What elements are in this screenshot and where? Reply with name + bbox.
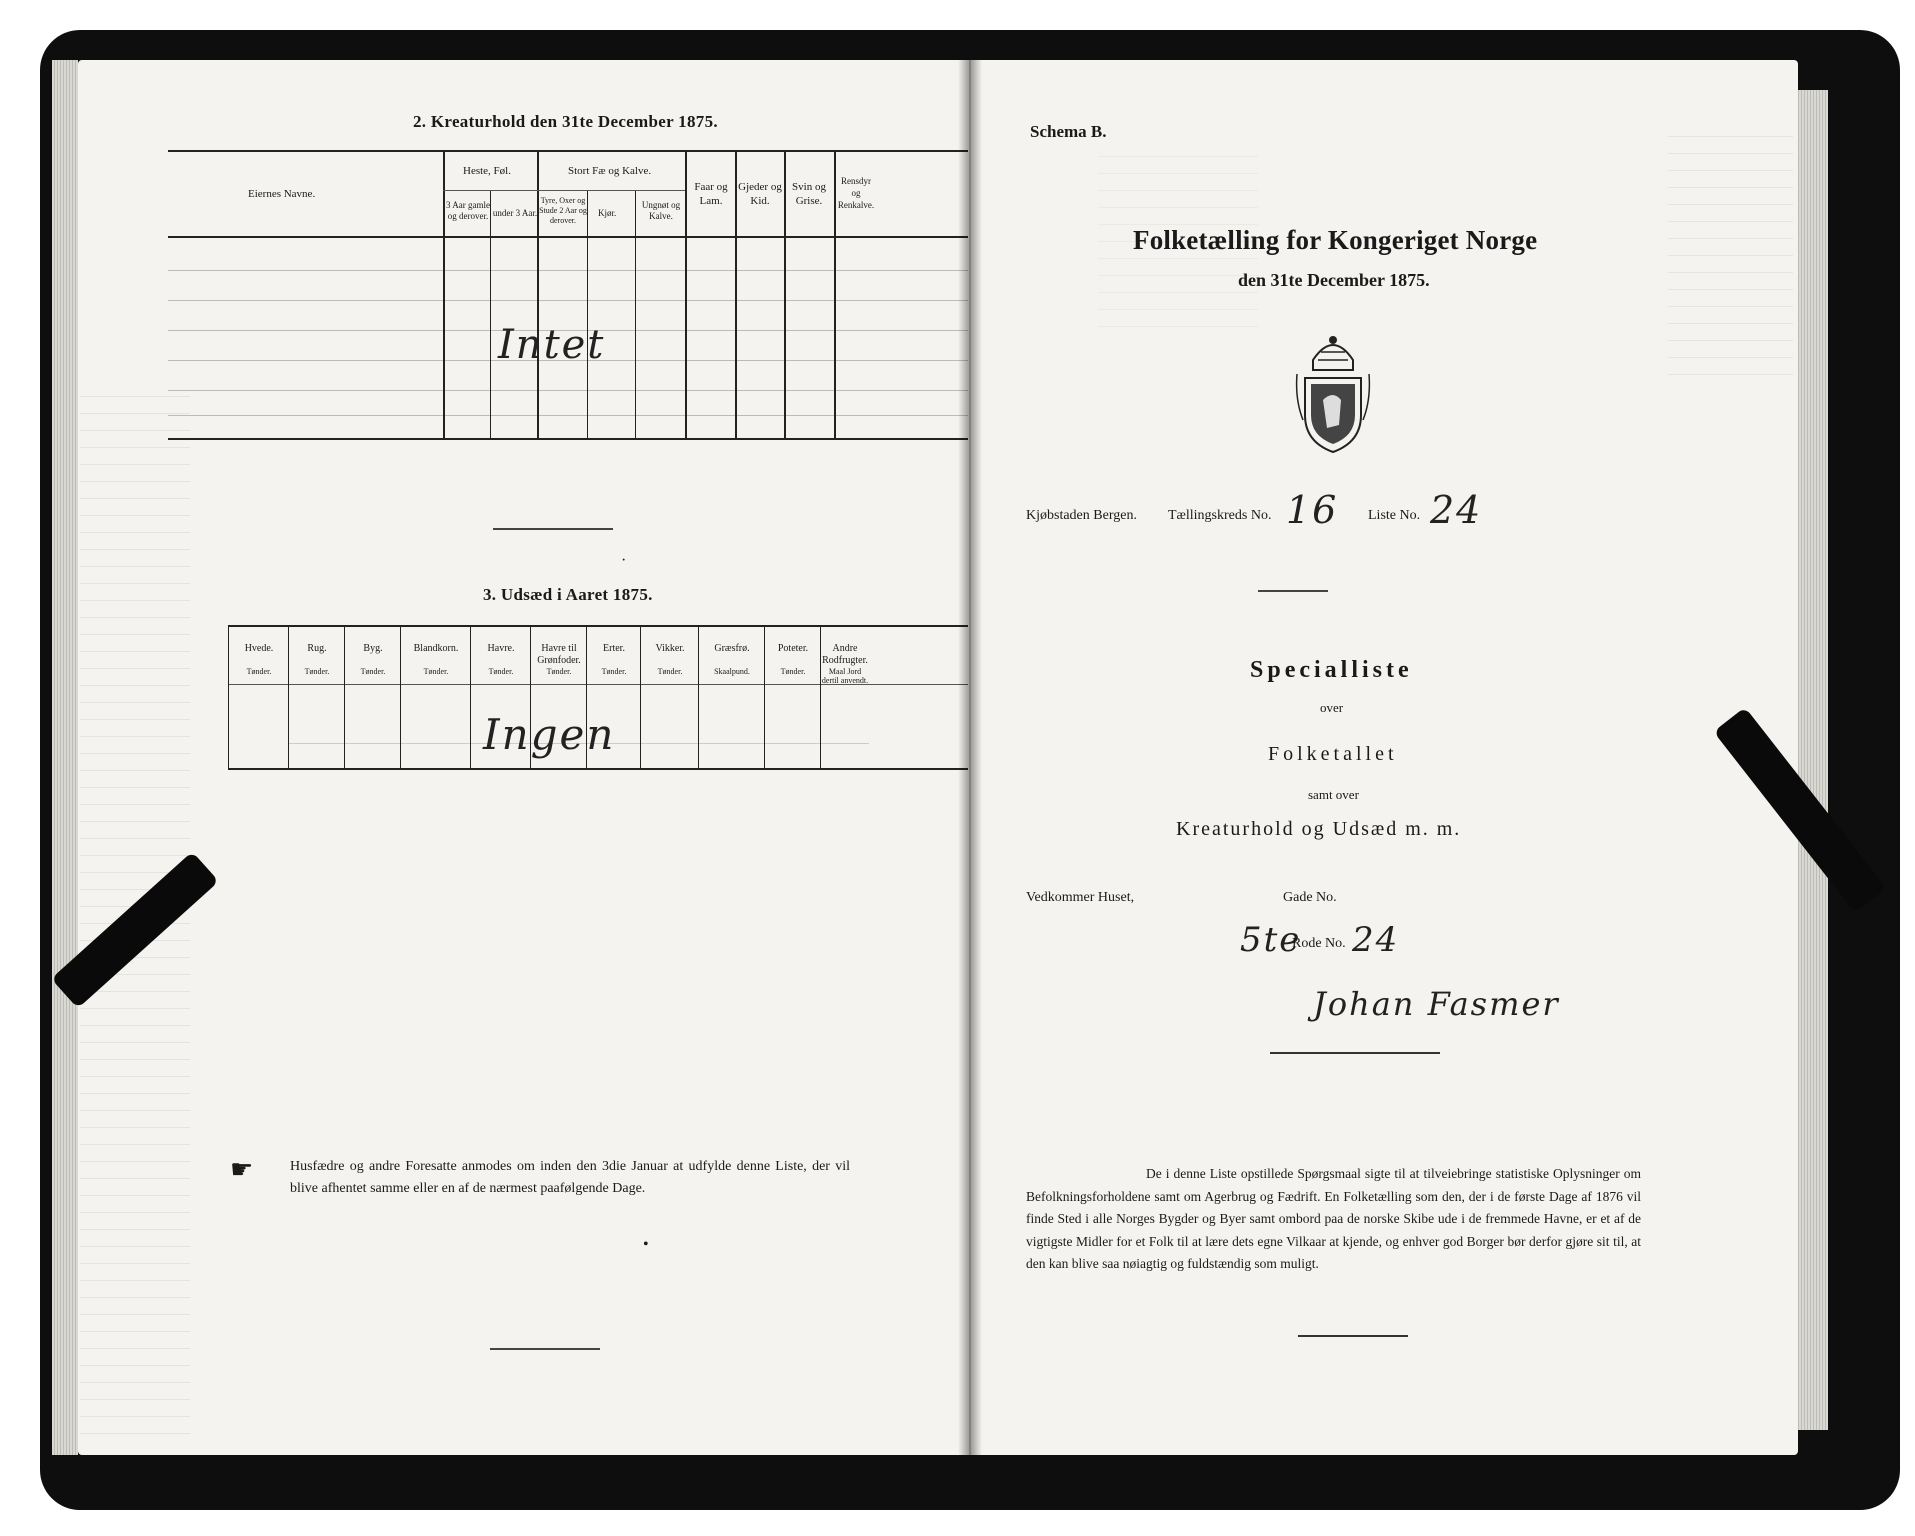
specialliste-heading: Specialliste: [1250, 657, 1413, 683]
table2-bottom-rule: [168, 438, 968, 440]
over-text: over: [1320, 700, 1344, 715]
udsaed-column: [344, 625, 401, 769]
udsaed-column-unit: Tønder.: [488, 667, 514, 676]
header-tyre: Tyre, Oxer og Stude 2 Aar og derover.: [539, 196, 587, 225]
table2-top-rule: [168, 150, 968, 152]
udsaed-column-unit: Tønder.: [304, 667, 330, 676]
header-kjor: Kjør.: [598, 208, 617, 218]
handwritten-intet: Intet: [498, 322, 606, 368]
header-heste-under3: under 3 Aar.: [492, 208, 538, 218]
udsaed-column-name: Rug.: [307, 643, 327, 654]
table2-vline: [537, 152, 539, 438]
dot-mark: ·: [621, 552, 627, 569]
udsaed-column-unit: Tønder.: [360, 667, 386, 676]
section3-title: 3. Udsæd i Aaret 1875.: [483, 585, 653, 604]
separator-rule: [493, 528, 613, 530]
table2-vline: [443, 152, 445, 438]
udsaed-column-unit: Tønder.: [423, 667, 449, 676]
bleed-through-lines: [1668, 120, 1793, 380]
liste-value: 24: [1430, 488, 1483, 532]
udsaed-column-unit: Tønder.: [546, 667, 572, 676]
table2-vline: [685, 152, 687, 438]
udsaed-column-unit: Tønder.: [601, 667, 627, 676]
rode-value: 24: [1352, 920, 1400, 960]
udsaed-column-unit: Skaalpund.: [714, 667, 750, 676]
instructions-paragraph: De i denne Liste opstillede Spørgsmaal sigte til at tilveiebringe statistiske Oplysninger om Befolkningsforholdene samt om Agerbrug og Fædrift. En Folketælling som den, der i de første Dage af 1876 vil finde Sted i alle Norges Bygder og Byer samt ombord paa de norske Skibe ude i de fremmede Havne, er et af de vigtigste Midler for et Folk til at lære dets egne Vilkaar at kjende, og enhver god Borger bør derfor gjøre sit til, at den kan blive saa nøiagtig og fuldstændig som muligt.: [1026, 1166, 1641, 1271]
right-page-edges: [1798, 90, 1828, 1430]
udsaed-column-row-rule: [821, 743, 869, 744]
table2-header-rule: [168, 236, 968, 238]
book-gutter: [958, 60, 982, 1455]
udsaed-column-row-rule: [401, 743, 471, 744]
rode-prefix: 5te: [1240, 920, 1302, 960]
section2-title: 2. Kreaturhold den 31te December 1875.: [413, 112, 718, 131]
udsaed-column: [400, 625, 471, 769]
short-rule: [1258, 590, 1328, 592]
udsaed-column-row-rule: [345, 743, 401, 744]
udsaed-column-unit: Tønder.: [780, 667, 806, 676]
udsaed-column-name: Vikker.: [655, 643, 685, 654]
udsaed-column-name: Poteter.: [777, 643, 809, 654]
header-ungnot: Ungnøt og Kalve.: [641, 200, 681, 221]
table2-row: [168, 300, 968, 301]
document-title: Folketælling for Kongeriget Norge: [1133, 225, 1538, 255]
udsaed-column-row-rule: [765, 743, 821, 744]
udsaed-column-unit: Maal Jord dertil anvendt.: [821, 667, 869, 685]
kreaturhold-heading: Kreaturhold og Udsæd m. m.: [1176, 818, 1462, 840]
udsaed-column-row-rule: [699, 743, 765, 744]
header-svin: Svin og Grise.: [792, 181, 826, 207]
udsaed-column-name: Havre.: [487, 643, 515, 654]
signature: Johan Fasmer: [1313, 985, 1560, 1023]
udsaed-column-name: Græsfrø.: [714, 643, 750, 654]
gade-label: Gade No.: [1283, 890, 1337, 905]
kreds-label: Tællingskreds No.: [1168, 508, 1272, 523]
udsaed-column-name: Erter.: [603, 643, 625, 654]
signature-line: [1270, 1052, 1440, 1054]
schema-label: Schema B.: [1030, 122, 1107, 141]
footnote-text: Husfædre og andre Foresatte anmodes om inden den 3die Januar at udfylde denne Liste, der vil blive afhentet samme eller en af de nærmest paafølgende Dage.: [290, 1159, 850, 1196]
rode-label: Rode No.: [1292, 936, 1346, 951]
udsaed-column: [764, 625, 821, 769]
vedkommer-label: Vedkommer Huset,: [1026, 890, 1135, 905]
town-label: Kjøbstaden Bergen.: [1026, 508, 1137, 523]
udsaed-column-unit: Tønder.: [246, 667, 272, 676]
table2-vline: [490, 190, 491, 438]
udsaed-column: [228, 625, 289, 769]
header-faar: Faar og Lam.: [694, 181, 728, 207]
udsaed-column-unit: Tønder.: [657, 667, 683, 676]
table2-row: [168, 415, 968, 416]
folketallet-heading: Folketallet: [1268, 743, 1398, 765]
udsaed-column-name: Blandkorn.: [413, 643, 459, 654]
udsaed-column-name: Byg.: [363, 643, 383, 654]
udsaed-column: [640, 625, 699, 769]
header-gjeder: Gjeder og Kid.: [738, 181, 782, 207]
udsaed-column: [698, 625, 765, 769]
table2-vline: [635, 190, 636, 438]
udsaed-column-row-rule: [641, 743, 699, 744]
udsaed-column: [288, 625, 345, 769]
table2-subheader-rule: [443, 190, 685, 191]
dot-mark: •: [643, 1236, 649, 1253]
udsaed-column-name: Andre Rodfrugter.: [822, 643, 868, 666]
pointing-hand-icon: ☛: [230, 1155, 254, 1184]
header-heste: Heste, Føl.: [463, 165, 511, 177]
kreds-value: 16: [1286, 488, 1339, 532]
samt-over-text: samt over: [1308, 787, 1359, 802]
right-page: [968, 60, 1798, 1455]
bottom-rule: [1298, 1335, 1408, 1337]
table2-vline: [587, 190, 588, 438]
left-page-edges: [52, 60, 78, 1455]
bottom-rule: [490, 1348, 600, 1350]
header-eiernes-navne: Eiernes Navne.: [248, 188, 316, 200]
header-heste-3aar: 3 Aar gamle og derover.: [446, 200, 490, 221]
udsaed-column-name: Hvede.: [244, 643, 274, 654]
table2-row: [168, 270, 968, 271]
coat-of-arms-icon: [1293, 330, 1373, 460]
udsaed-column-name: Havre til Grønfoder.: [537, 643, 581, 666]
udsaed-column-row-rule: [289, 743, 345, 744]
handwritten-ingen: Ingen: [483, 710, 616, 759]
table2-row: [168, 390, 968, 391]
document-subtitle: den 31te December 1875.: [1238, 270, 1430, 290]
header-rensdyr: Rensdyr og Renkalve.: [837, 176, 875, 210]
left-page: [78, 60, 968, 1455]
liste-label: Liste No.: [1368, 508, 1421, 523]
udsaed-column: [820, 625, 869, 769]
header-stort-fae: Stort Fæ og Kalve.: [568, 165, 652, 177]
